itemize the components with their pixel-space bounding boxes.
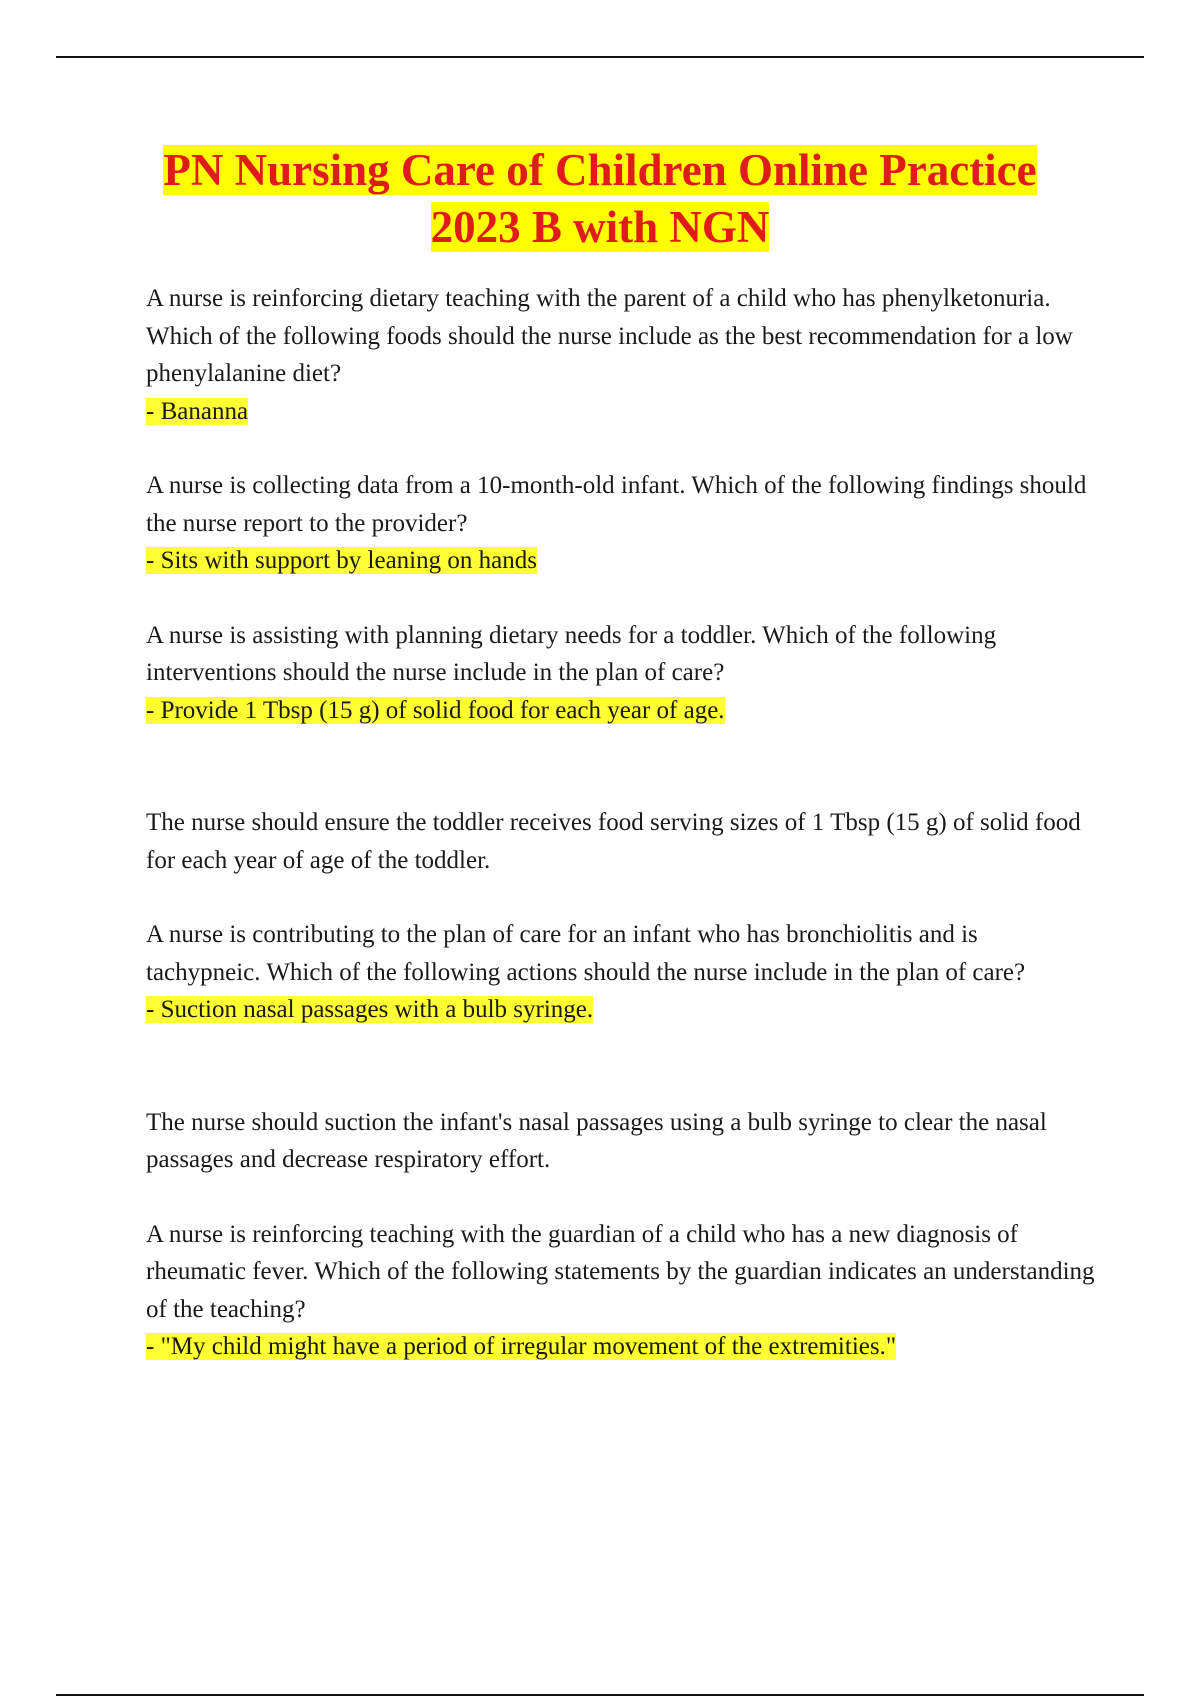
question-text: A nurse is reinforcing dietary teaching with the parent of a child who has phenylketonuria. Which of the following foods should the nurse include as the best recommendation for a low phenylalanine diet? — [146, 285, 1073, 387]
question-item — [146, 1216, 1096, 1366]
spacer — [146, 729, 1096, 804]
answer-text — [146, 692, 1096, 730]
spacer — [146, 1029, 1096, 1104]
question-text: A nurse is collecting data from a 10-month-old infant. Which of the following findings should the nurse report to the provider? — [146, 472, 1087, 537]
explanation-text: The nurse should ensure the toddler receives food serving sizes of 1 Tbsp (15 g) of solid food for each year of age of the toddler. — [146, 809, 1081, 874]
question-item — [146, 280, 1096, 430]
bottom-rule — [56, 1694, 1144, 1696]
title-line-1: PN Nursing Care of Children Online Practice — [163, 145, 1037, 195]
question-text: A nurse is assisting with planning dietary needs for a toddler. Which of the following interventions should the nurse include in the plan of care? — [146, 621, 997, 686]
document-title — [120, 142, 1080, 256]
question-item — [146, 467, 1096, 580]
question-text: A nurse is reinforcing teaching with the guardian of a child who has a new diagnosis of rheumatic fever. Which of the following statements by the guardian indicates an understanding of the teaching? — [146, 1220, 1095, 1323]
answer-highlight: - Suction nasal passages with a bulb syringe. — [146, 996, 594, 1023]
question-text: A nurse is contributing to the plan of care for an infant who has bronchiolitis and is tachypneic. Which of the following actions should the nurse include in the plan of care? — [146, 921, 1026, 986]
question-item — [146, 617, 1096, 880]
question-list — [146, 280, 1096, 1403]
answer-text — [146, 393, 1096, 431]
top-rule — [56, 56, 1144, 58]
question-item — [146, 916, 1096, 1179]
answer-highlight: - Bananna — [146, 397, 249, 425]
title-line-2: 2023 B with NGN — [430, 202, 770, 252]
answer-highlight: - Provide 1 Tbsp (15 g) of solid food for each year of age. — [146, 696, 725, 724]
answer-text — [146, 991, 1096, 1029]
answer-text — [146, 1328, 1096, 1366]
answer-text — [146, 542, 1096, 580]
answer-highlight: - "My child might have a period of irregular movement of the extremities." — [146, 1333, 897, 1360]
explanation-text: The nurse should suction the infant's nasal passages using a bulb syringe to clear the nasal passages and decrease respiratory effort. — [146, 1108, 1047, 1173]
answer-highlight: - Sits with support by leaning on hands — [146, 547, 537, 574]
